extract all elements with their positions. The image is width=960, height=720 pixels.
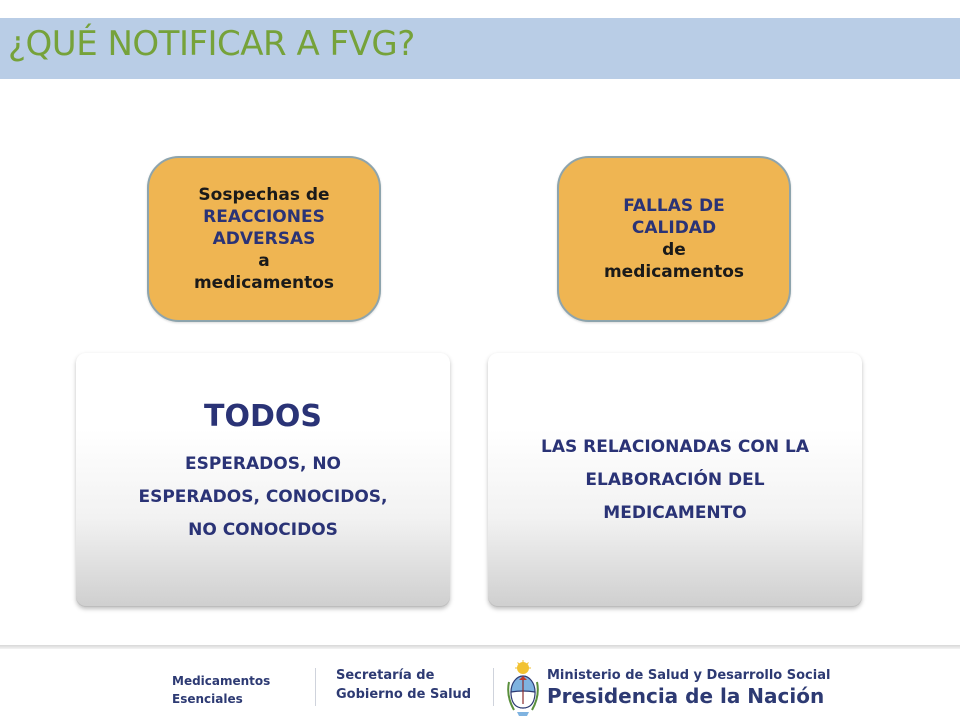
content-line: LAS RELACIONADAS CON LA [541,436,809,457]
content-heading: TODOS [204,399,322,434]
footer-divider [0,645,960,649]
content-line: ESPERADOS, NO [184,454,342,474]
category-line: a [258,251,270,271]
footer-separator [493,668,494,706]
content-line: MEDICAMENTO [603,502,747,523]
footer-medicamentos-line: Esenciales [172,692,243,706]
footer-ministerio: Ministerio de Salud y Desarrollo Social [547,668,831,683]
content-line: ELABORACIÓN DEL [585,469,765,490]
title-bar [0,18,960,79]
argentina-coat-of-arms-icon [506,660,540,718]
content-box-manufacturing [488,353,862,607]
category-line: CALIDAD [631,218,717,238]
category-line: FALLAS DE [623,196,725,216]
category-line: medicamentos [603,262,745,282]
slide-title: ¿QUÉ NOTIFICAR A FVG? [8,24,415,64]
content-box-all-reactions [76,353,450,607]
category-line: medicamentos [193,273,335,293]
footer-medicamentos-line: Medicamentos [172,674,271,688]
category-quality-failures [557,156,791,322]
category-line: REACCIONES [203,207,325,227]
footer-presidencia: Presidencia de la Nación [547,684,825,708]
content-line: NO CONOCIDOS [188,520,338,540]
category-line: ADVERSAS [212,229,316,249]
footer-secretaria-line: Gobierno de Salud [336,687,472,702]
category-line: de [662,240,686,260]
footer-secretaria-line: Secretaría de [336,668,435,683]
category-adverse-reactions [147,156,381,322]
footer-separator [315,668,316,706]
category-line: Sospechas de [198,185,330,205]
content-line: ESPERADOS, CONOCIDOS, [138,487,388,507]
